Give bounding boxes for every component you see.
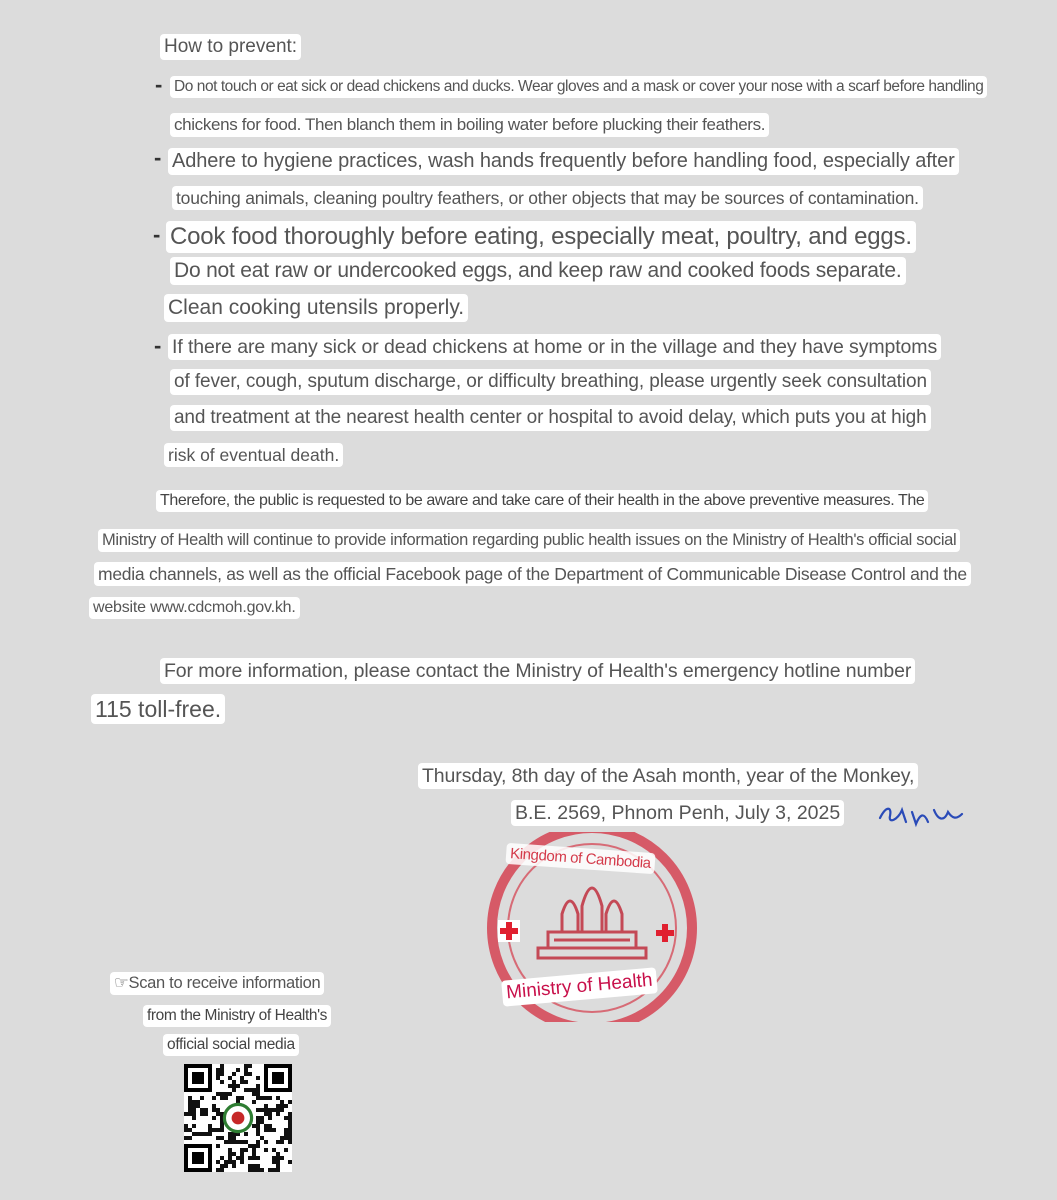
- date-line-2: B.E. 2569, Phnom Penh, July 3, 2025: [511, 800, 844, 826]
- bullet-4-line-2: of fever, cough, sputum discharge, or difficulty breathing, please urgently seek consultation: [170, 369, 931, 395]
- bullet-3-line-1: Cook food thoroughly before eating, especially meat, poultry, and eggs.: [166, 221, 916, 253]
- signature: [876, 800, 966, 830]
- notice-line-2: Ministry of Health will continue to provide information regarding public health issues on the Ministry of Health's official social: [98, 529, 960, 552]
- seal-bottom-text: Ministry of Health: [501, 967, 657, 1006]
- seal-top-text: Kingdom of Cambodia: [505, 843, 655, 875]
- notice-line-3: media channels, as well as the official Facebook page of the Department of Communicable Disease Control and the: [94, 562, 971, 586]
- bullet-marker: -: [154, 145, 162, 170]
- bullet-1-line-1: Do not touch or eat sick or dead chickens and ducks. Wear gloves and a mask or cover your nose with a scarf before handling: [170, 76, 987, 98]
- bullet-3-line-3: Clean cooking utensils properly.: [164, 294, 468, 322]
- scan-line-3: official social media: [163, 1034, 299, 1056]
- notice-line-4: website www.cdcmoh.gov.kh.: [89, 597, 300, 619]
- scan-line-2: from the Ministry of Health's: [143, 1005, 331, 1027]
- bullet-3-line-2: Do not eat raw or undercooked eggs, and keep raw and cooked foods separate.: [170, 257, 906, 285]
- contact-line-1: For more information, please contact the Ministry of Health's emergency hotline number: [160, 658, 915, 684]
- scan-line-1: ☞Scan to receive information: [110, 972, 324, 995]
- ministry-seal: [478, 832, 708, 1022]
- bullet-2-line-1: Adhere to hygiene practices, wash hands frequently before handling food, especially after: [168, 148, 959, 175]
- date-line-1: Thursday, 8th day of the Asah month, year of the Monkey,: [418, 763, 918, 789]
- red-cross-icon: [498, 920, 520, 942]
- bullet-4-line-4: risk of eventual death.: [164, 443, 343, 467]
- notice-line-1: Therefore, the public is requested to be aware and take care of their health in the above preventive measures. The: [156, 490, 928, 512]
- qr-code[interactable]: [184, 1064, 292, 1172]
- bullet-2-line-2: touching animals, cleaning poultry feathers, or other objects that may be sources of contamination.: [172, 186, 923, 210]
- bullet-marker: -: [155, 72, 163, 97]
- bullet-1-line-2: chickens for food. Then blanch them in boiling water before plucking their feathers.: [170, 113, 769, 137]
- bullet-marker: -: [153, 222, 161, 247]
- bullet-4-line-3: and treatment at the nearest health center or hospital to avoid delay, which puts you at high: [170, 405, 931, 431]
- contact-line-2: 115 toll-free.: [91, 694, 225, 724]
- qr-code-graphic: [184, 1064, 292, 1172]
- red-cross-icon: [656, 924, 674, 942]
- bullet-marker: -: [154, 333, 162, 358]
- section-heading: How to prevent:: [160, 34, 301, 60]
- bullet-4-line-1: If there are many sick or dead chickens at home or in the village and they have symptoms: [168, 334, 941, 360]
